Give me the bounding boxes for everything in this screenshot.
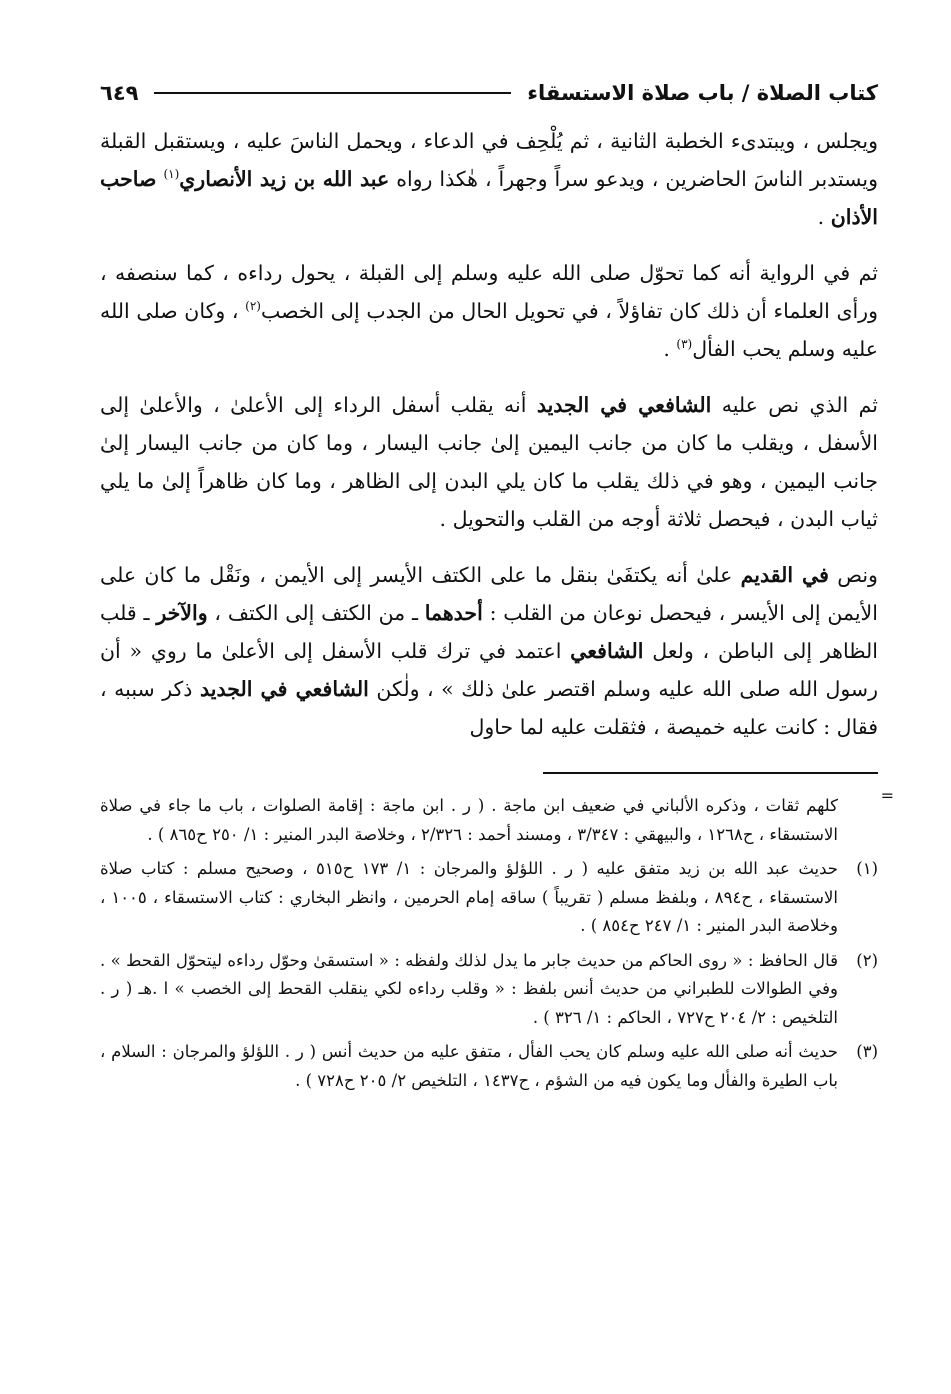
book-page [100,72,894,1372]
footnote-ref[interactable]: (١) [163,167,180,182]
header-rule [154,92,511,94]
footnote-ref[interactable]: (٢) [245,299,261,314]
continuation-mark: = [880,786,894,805]
text-run: ثم الذي نص عليه [721,393,878,417]
bold-term: في القديم [740,563,829,587]
text-run: . [663,337,677,361]
text-run: علىٰ أنه يكتفَىٰ بنقل ما على الكتف الأيسر إلى الأيمن ، ونَقْل ما كان على الأيمن إلى الأيسر ، فيحصل نوعان من القلب : [100,563,878,625]
footnote-number [838,792,878,849]
running-header [100,72,878,114]
bold-term: صاحب الأذان [100,167,878,229]
text-run: . [817,205,831,229]
bold-name: عبد الله بن زيد الأنصاري [179,167,390,191]
text-run: ثم في الرواية أنه كما تحوّل صلى الله عليه وسلم إلى القبلة ، يحول رداءه ، كما سنصفه ، ورأى العلماء أن ذلك كان تفاؤلاً ، في تحويل الحال من الجدب إلى الخصب [100,261,878,323]
text-run: ويجلس ، ويبتدىء الخطبة الثانية ، ثم يُلْحِف في الدعاء ، ويحمل الناسَ عليه ، ويستقبل القبلة ويستدبر الناسَ الحاضرين ، ويدعو سراً وجهراً ، هٰكذا رواه [100,129,878,191]
footnote-separator [543,772,878,774]
footnote-text: حديث أنه صلى الله عليه وسلم كان يحب الفأل ، متفق عليه من حديث أنس ( ر . اللؤلؤ والمرجان : السلام ، باب الطيرة والفأل وما يكون فيه من الشؤم ، ح١٤٣٧ ، التلخيص ٢/ ٢٠٥ ح٧٢٨ ) . [100,1042,838,1090]
footnote-number: (٢) [856,950,878,970]
text-run: ـ من الكتف إلى الكتف ، [214,601,418,625]
text-run: ذكر سببه ، فقال : كانت عليه خميصة ، فثقلت عليه لما حاول [100,677,878,739]
main-text [100,122,878,746]
bold-term: الشافعي في الجديد [536,393,712,417]
footnotes [100,786,894,1095]
text-run: أنه يقلب أسفل الرداء إلى الأعلىٰ ، والأعلىٰ إلى الأسفل ، ويقلب ما كان من جانب اليمين إلىٰ جانب اليسار ، وما كان من جانب اليسار إلىٰ جانب اليمين ، وهو في ذلك يقلب ما كان يلي البدن إلى الظاهر ، وما كان ظاهراً إلىٰ ما يلي ثياب البدن ، فيحصل ثلاثة أوجه من القلب والتحويل . [100,393,878,531]
footnote-text: كلهم ثقات ، وذكره الألباني في ضعيف ابن ماجة . ( ر . ابن ماجة : إقامة الصلوات ، باب ما جاء في صلاة الاستسقاء ، ح١٢٦٨ ، والبيهقي : ٣/٣٤٧ ، ومسند أحمد : ٢/٣٢٦ ، وخلاصة البدر المنير : ١/ ٢٥٠ ح٨٦٥ ) . [100,796,838,844]
text-run: ، وكان صلى الله عليه وسلم يحب الفأل [100,299,878,361]
page-number: ٦٤٩ [100,81,139,105]
footnote-3 [100,1038,878,1095]
footnote-2 [100,947,878,1033]
footnote-1 [100,855,878,941]
footnote-ref[interactable]: (٣) [676,337,693,352]
paragraph-1 [100,122,878,236]
bold-name: الشافعي [570,639,644,663]
footnote-text: قال الحافظ : « روى الحاكم من حديث جابر ما يدل لذلك ولفظه : « استسقىٰ وحوّل رداءه ليتحوّل القحط » . وفي الطوالات للطبراني من حديث أنس بلفظ : « وقلب رداءه لكي ينقلب القحط إلى الخصب » ا .هـ ( ر . التلخيص : ٢/ ٢٠٤ ح٧٢٧ ، الحاكم : ١/ ٣٢٦ ) . [100,950,838,1027]
header-title: كتاب الصلاة / باب صلاة الاستسقاء [527,81,878,105]
bold-term: أحدهما [424,601,483,625]
footnote-number: (١) [856,859,878,878]
footnote-continued [100,792,878,849]
paragraph-3 [100,386,878,538]
text-run: ونص [837,563,878,587]
paragraph-4 [100,556,878,746]
text-run: اعتمد في ترك قلب الأسفل إلى الأعلىٰ ما روي « أن رسول الله صلى الله عليه وسلم اقتصر علىٰ ذلك » ، ولٰكن [100,639,879,701]
footnote-number: (٣) [856,1042,878,1061]
paragraph-2 [100,254,878,368]
bold-term: الشافعي في الجديد [199,677,369,701]
text-run: ـ قلب الظاهر إلى الباطن ، ولعل [100,601,878,663]
bold-term: والآخر [156,601,208,625]
footnote-text: حديث عبد الله بن زيد متفق عليه ( ر . اللؤلؤ والمرجان : ١/ ١٧٣ ح٥١٥ ، وصحيح مسلم : كتاب صلاة الاستسقاء ، ح٨٩٤ ، وبلفظ مسلم ( تقريباً ) ساقه إمام الحرمين ، وانظر البخاري : كتاب الاستسقاء ، ١٠٠٥ ، وخلاصة البدر المنير : ١/ ٢٤٧ ح٨٥٤ ) . [100,859,838,935]
